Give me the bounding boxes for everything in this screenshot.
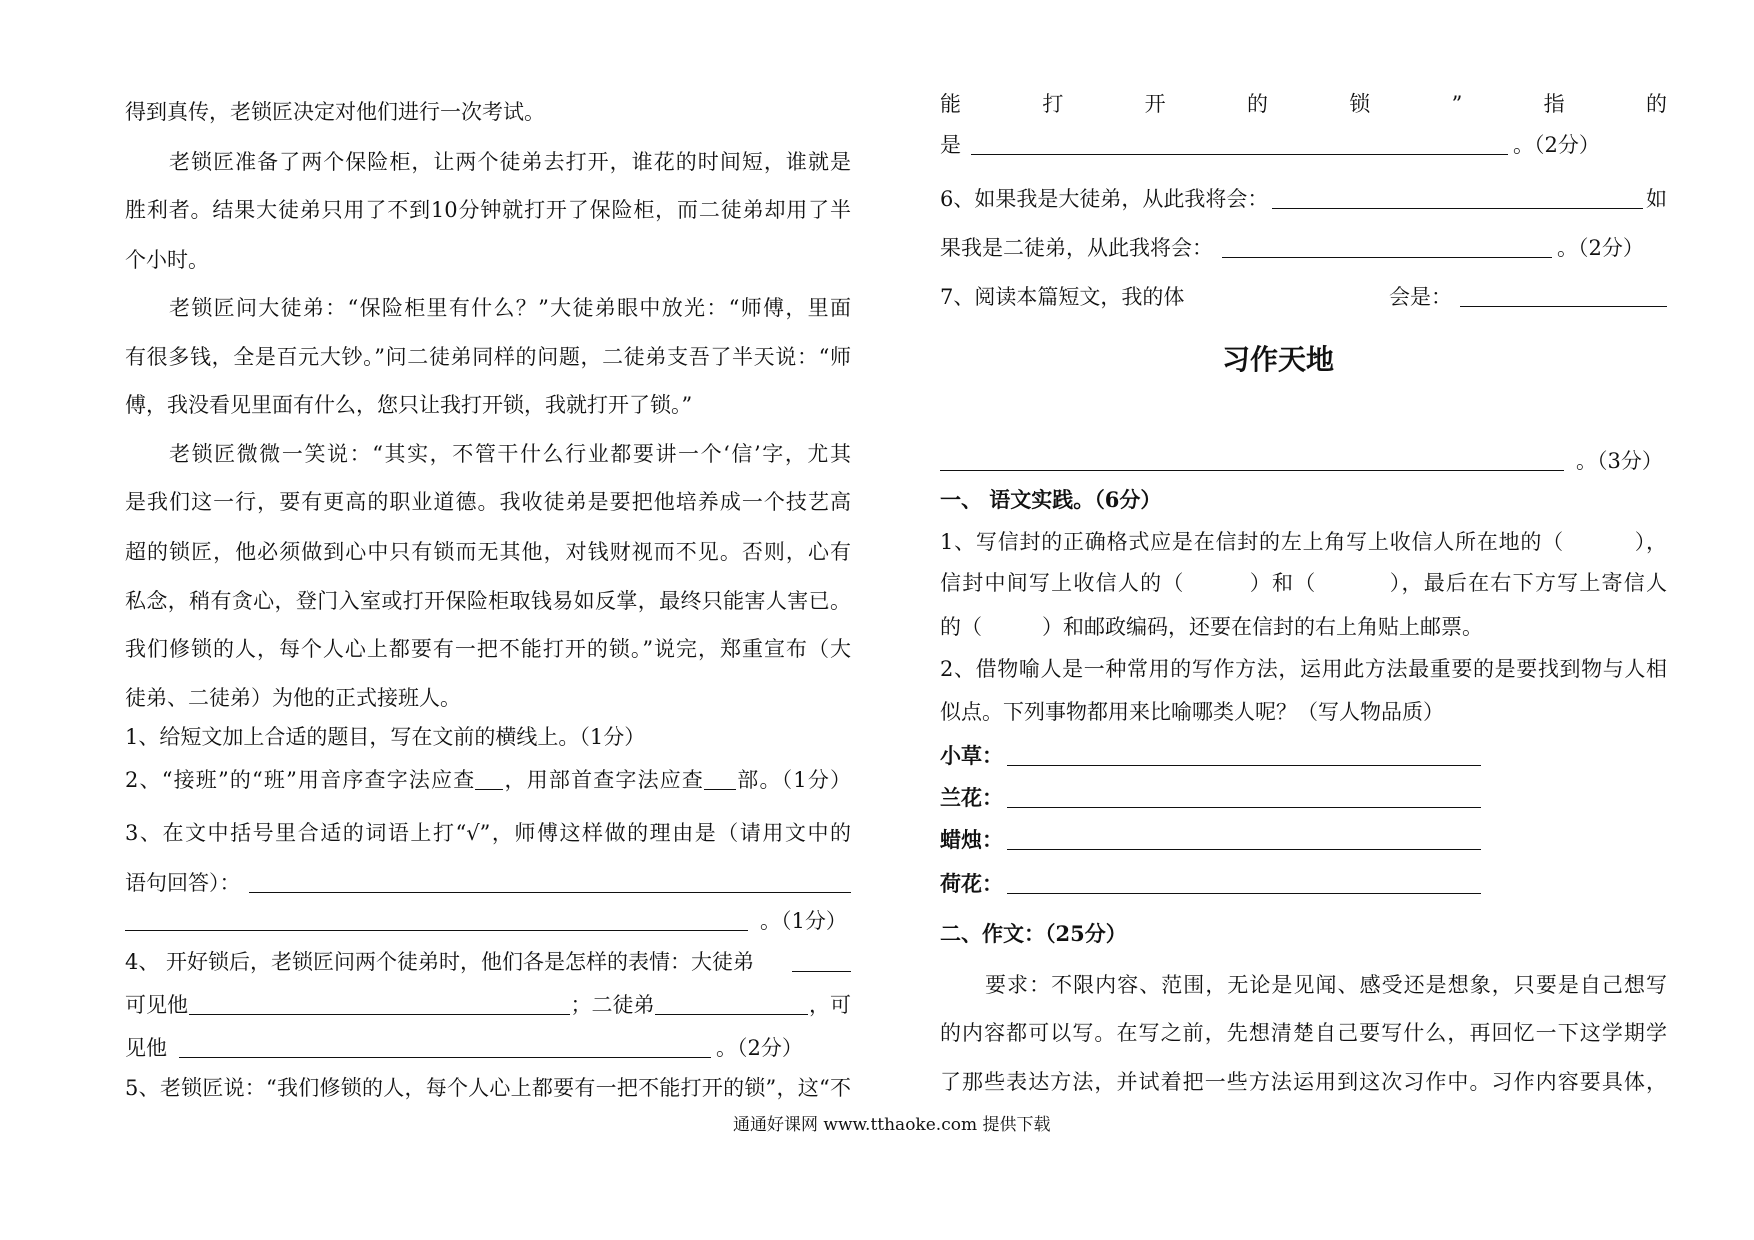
item-label: 兰花：: [940, 785, 1003, 810]
answer-line: [125, 910, 748, 931]
question-5-score: 。（2分）: [1513, 133, 1600, 157]
practice-q1-text-g: ）和邮政编码，还要在信封的右上角贴上邮票。: [1042, 615, 1483, 639]
question-7-text-b: 会是：: [1389, 285, 1452, 309]
question-3-line-3: [125, 906, 851, 936]
passage-line-5: 老锁匠问大徒弟：“保险柜里有什么？”大徒弟眼中放光：“师傅，里面: [169, 296, 851, 320]
question-3-score: 。（1分）: [760, 909, 847, 933]
question-6-text-b: 如: [1646, 187, 1667, 211]
answer-blank: [1185, 572, 1249, 590]
practice-q1-line-1: [940, 527, 1667, 557]
question-4-text-a: 可见他: [125, 993, 188, 1017]
practice-item-lotus: [940, 869, 1667, 899]
answer-line: [179, 1037, 711, 1058]
answer-line: [1460, 286, 1667, 307]
passage-line-12: 我们修锁的人，每个人心上都要有一把不能打开的锁。”说完，郑重宣布（大: [125, 637, 851, 661]
answer-line: [1007, 745, 1481, 766]
question-4-text-c: ，可: [809, 993, 851, 1017]
passage-line-4: 个小时。: [125, 248, 209, 272]
question-7-text-a: 7、阅读本篇短文，我的体: [940, 285, 1185, 309]
item-label: 小草：: [940, 743, 1003, 768]
item-label: 荷花：: [940, 871, 1003, 896]
question-4-line-1: [125, 947, 851, 977]
question-1: 1、给短文加上合适的题目，写在文前的横线上。（1分）: [125, 725, 646, 749]
answer-blank: [475, 771, 503, 790]
question-6-text-c: 果我是二徒弟，从此我将会：: [940, 236, 1213, 260]
question-4-text: 4、 开好锁后，老锁匠问两个徒弟时，他们各是怎样的表情：大徒弟: [125, 950, 755, 974]
question-5-line-2: 能打开的锁”指的: [940, 92, 1667, 116]
question-6-line-1: [940, 184, 1667, 214]
practice-q1-text-d: ）和（: [1248, 571, 1317, 595]
answer-line: [1007, 873, 1481, 894]
question-2-text-b: ，用部首查字法应查: [503, 768, 705, 792]
question-4-text-d: 见他: [125, 1036, 167, 1060]
answer-line: [792, 951, 851, 972]
question-4-text-b: ；二徒弟: [570, 993, 655, 1017]
answer-line: [1272, 188, 1643, 209]
question-6-text-a: 6、如果我是大徒弟，从此我将会：: [940, 187, 1269, 211]
practice-q1-text-a: 1、写信封的正确格式应是在信封的左上角写上收信人所在地的（: [940, 530, 1564, 554]
composition-line-3: 了那些表达方法，并试着把一些方法运用到这次习作中。习作内容要具体，: [940, 1070, 1667, 1094]
answer-line: [189, 994, 570, 1015]
answer-blank: [1317, 572, 1389, 590]
question-5-text: 是: [940, 133, 961, 157]
practice-item-orchid: [940, 783, 1667, 813]
passage-line-7: 傅，我没看见里面有什么，您只让我打开锁，我就打开了锁。”: [125, 393, 693, 417]
question-4-line-2: [125, 990, 851, 1020]
practice-q1-text-b: ），: [1633, 530, 1667, 554]
practice-q2-line-2: 似点。下列事物都用来比喻哪类人呢？（写人物品质）: [940, 700, 1444, 724]
passage-line-13: 徒弟、二徒弟）为他的正式接班人。: [125, 686, 461, 710]
answer-line: [249, 872, 852, 893]
question-3-line-2: [125, 868, 851, 898]
practice-q1-line-3: [940, 612, 1667, 642]
practice-item-grass: [940, 741, 1667, 771]
title-answer-line: [940, 446, 1667, 476]
practice-item-candle: [940, 825, 1667, 855]
question-5-line-1: 5、老锁匠说：“我们修锁的人，每个人心上都要有一把不能打开的锁”，这“不: [125, 1076, 851, 1100]
answer-line: [1007, 787, 1481, 808]
answer-line: [1222, 237, 1552, 258]
practice-q1-text-f: 的（: [940, 615, 982, 639]
question-2-text-c: 部。（1分）: [736, 768, 851, 792]
answer-blank: [982, 616, 1042, 634]
passage-line-3: 胜利者。结果大徒弟只用了不到10分钟就打开了保险柜，而二徒弟却用了半: [125, 198, 851, 222]
question-6-line-2: [940, 233, 1667, 263]
item-label: 蜡烛：: [940, 827, 1003, 852]
question-7: [940, 282, 1667, 312]
composition-line-2: 的内容都可以写。在写之前，先想清楚自己要写什么，再回忆一下这学期学: [940, 1021, 1667, 1045]
section-title: 习作天地: [1222, 343, 1335, 376]
question-3-text: 语句回答）：: [125, 871, 241, 895]
question-4-line-3: [125, 1033, 851, 1063]
question-2: [125, 765, 851, 795]
question-5-line-3: [940, 130, 1667, 160]
composition-line-1: 要求：不限内容、范围，无论是见闻、感受还是想象，只要是自己想写: [985, 973, 1667, 997]
composition-heading: 二、作文：（25分）: [940, 921, 1127, 946]
passage-line-8: 老锁匠微微一笑说：“其实，不管干什么行业都要讲一个‘信’字，尤其: [169, 442, 851, 466]
answer-blank: [1564, 531, 1634, 549]
passage-line-1: 得到真传，老锁匠决定对他们进行一次考试。: [125, 100, 545, 124]
passage-line-6: 有很多钱，全是百元大钞。”问二徒弟同样的问题，二徒弟支吾了半天说：“师: [125, 345, 851, 369]
practice-q1-text-c: 信封中间写上收信人的（: [940, 571, 1185, 595]
practice-q1-line-2: [940, 568, 1667, 598]
question-2-text-a: 2、“接班”的“班”用音序查字法应查: [125, 768, 476, 792]
passage-line-2: 老锁匠准备了两个保险柜，让两个徒弟去打开，谁花的时间短，谁就是: [169, 150, 851, 174]
question-3-line-1: 3、在文中括号里合适的词语上打“√”，师傅这样做的理由是（请用文中的: [125, 821, 851, 845]
answer-line: [940, 450, 1564, 471]
practice-q1-text-e: ），最后在右下方写上寄信人: [1388, 571, 1667, 595]
answer-line: [655, 994, 808, 1015]
passage-line-11: 私念，稍有贪心，登门入室或打开保险柜取钱易如反掌，最终只能害人害已。: [125, 589, 851, 613]
question-4-score: 。（2分）: [716, 1036, 803, 1060]
footer-source: 通通好课网 www.tthaoke.com 提供下载: [733, 1115, 1051, 1135]
answer-line: [971, 134, 1508, 155]
answer-line: [1007, 829, 1481, 850]
passage-line-10: 超的锁匠，他必须做到心中只有锁而无其他，对钱财视而不见。否则，心有: [125, 540, 851, 564]
question-6-score: 。（2分）: [1557, 236, 1644, 260]
title-line-score: 。（3分）: [1576, 449, 1663, 473]
answer-blank: [704, 771, 736, 790]
practice-heading: 一、 语文实践。（6分）: [940, 487, 1162, 512]
passage-line-9: 是我们这一行，要有更高的职业道德。我收徒弟是要把他培养成一个技艺高: [125, 490, 851, 514]
practice-q2-line-1: 2、借物喻人是一种常用的写作方法，运用此方法最重要的是要找到物与人相: [940, 657, 1667, 681]
